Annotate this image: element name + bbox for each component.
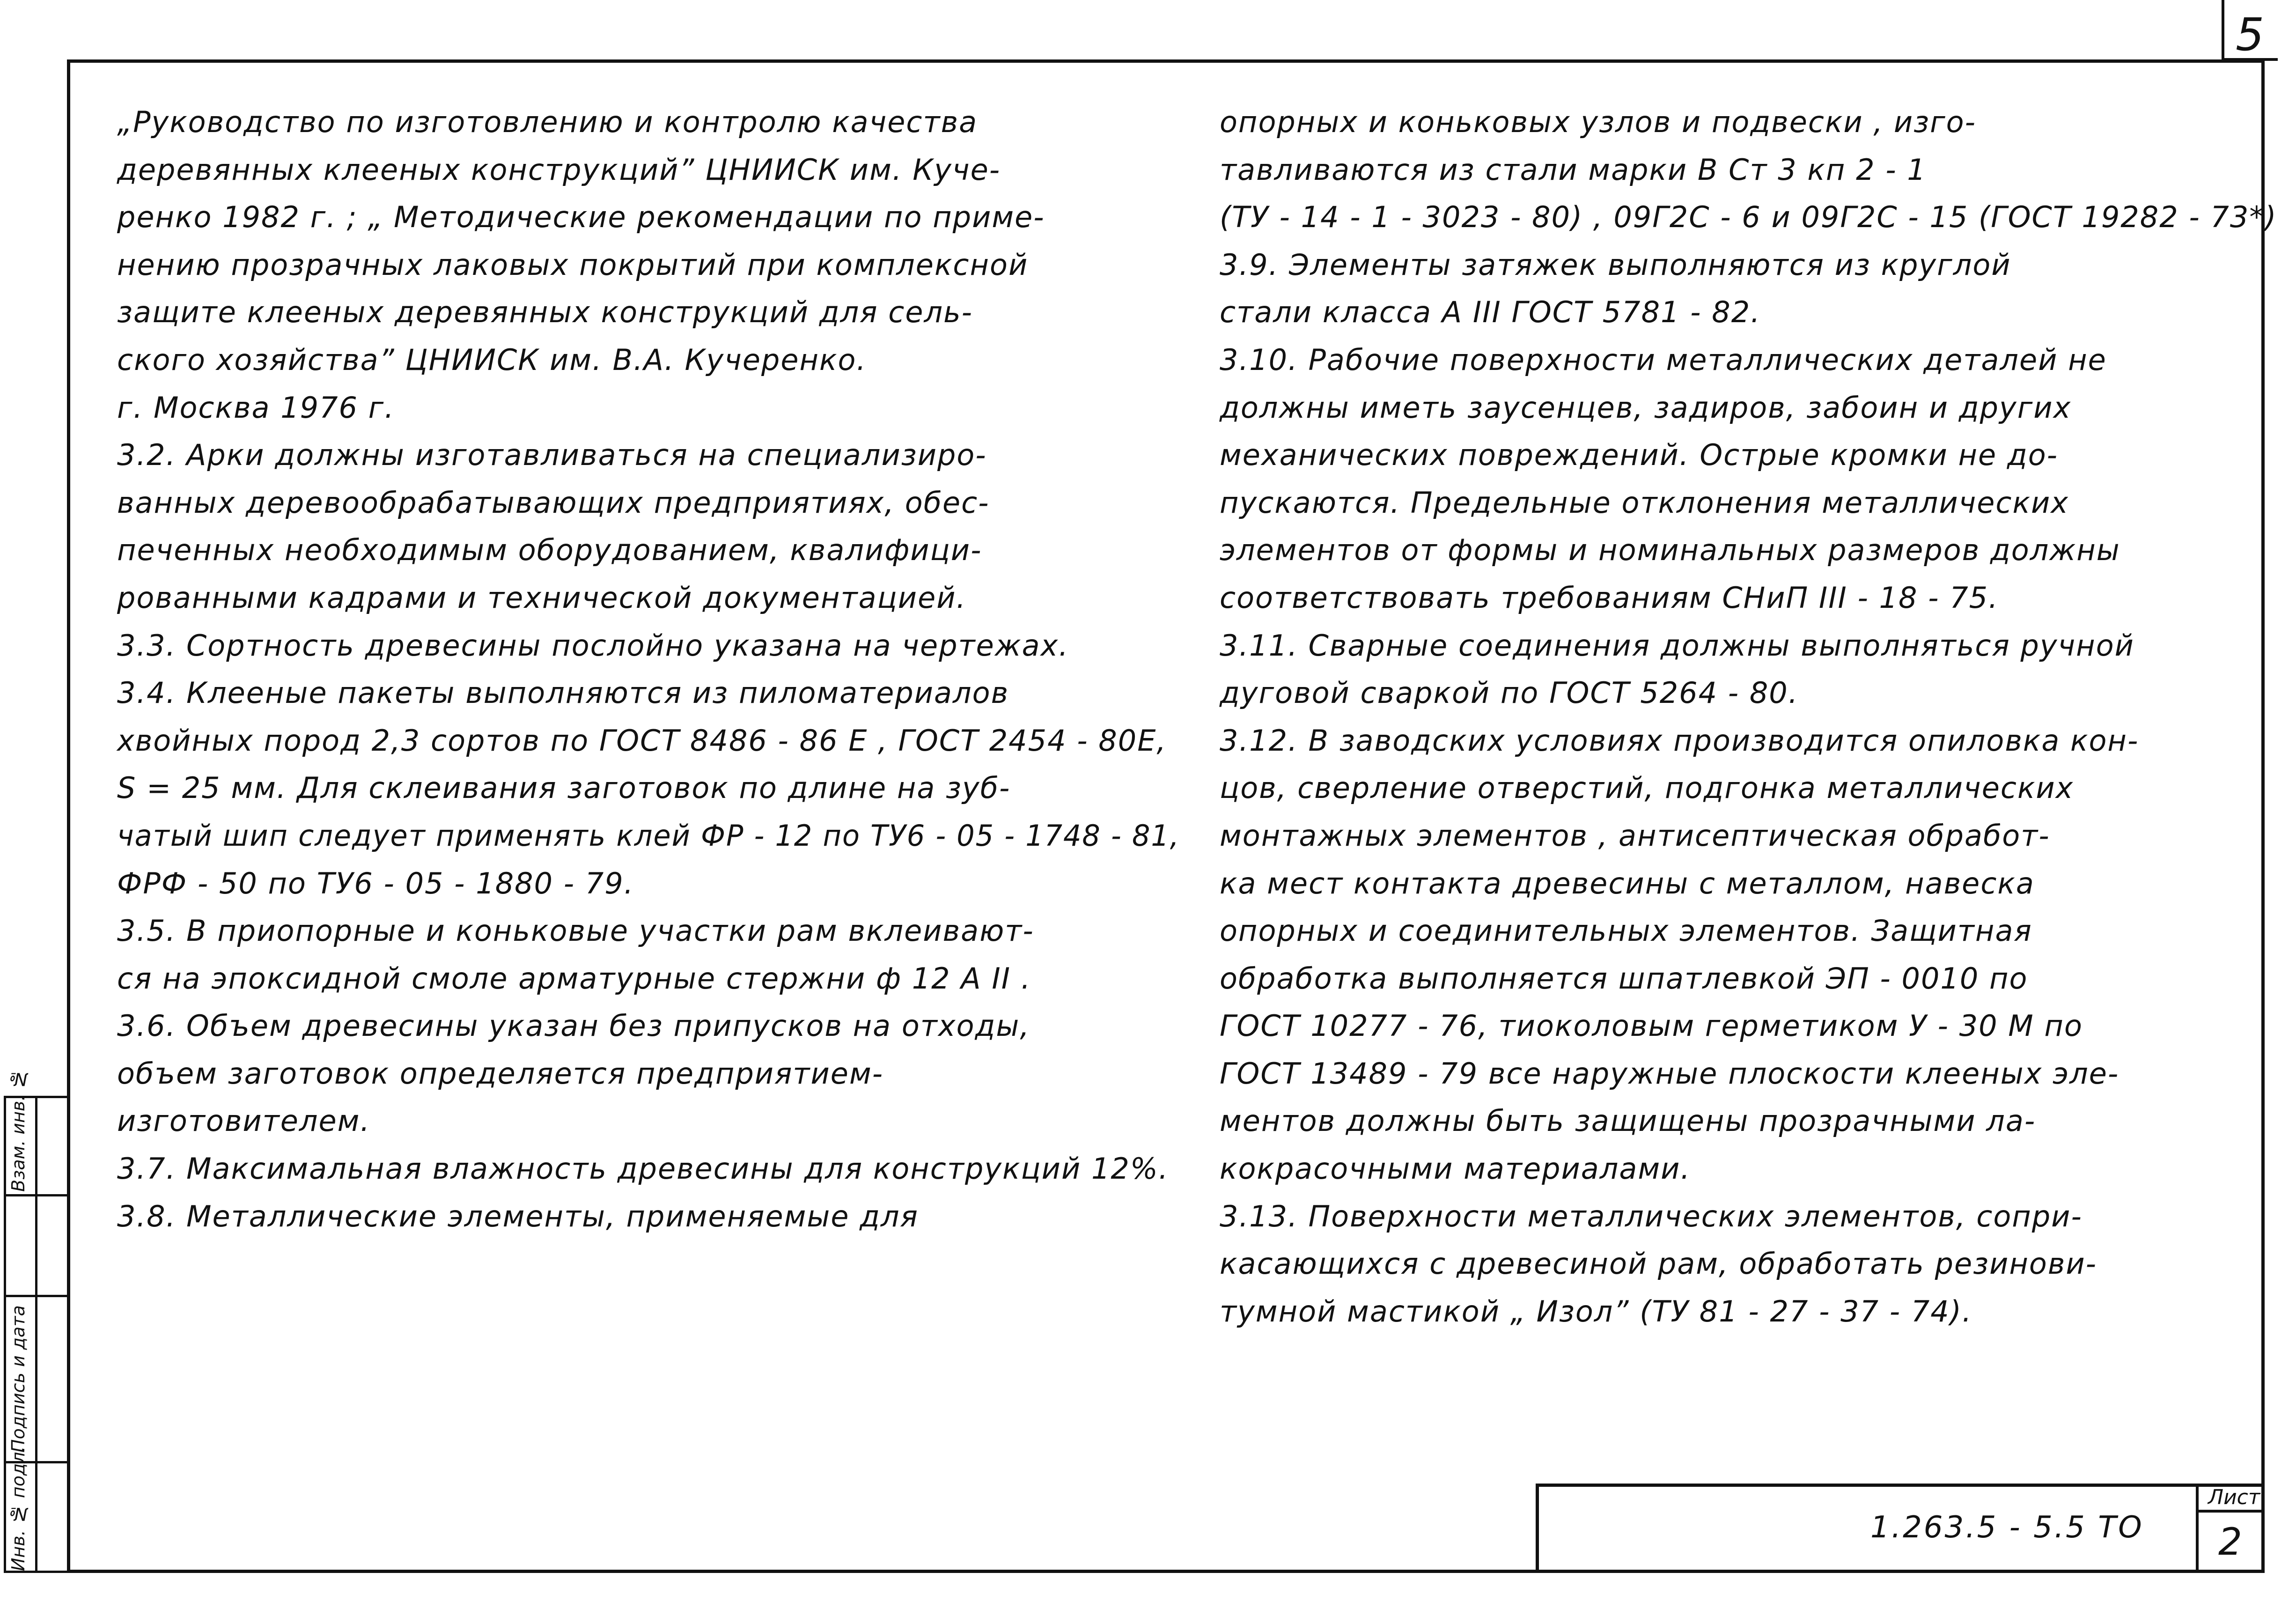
text-line: печенных необходимым оборудованием, квалифици-	[117, 533, 982, 568]
text-line: опорных и соединительных элементов. Защитная	[1220, 914, 2032, 948]
text-line: 3.12. В заводских условиях производится опиловка кон-	[1220, 723, 2139, 758]
text-line: ГОСТ 10277 - 76, тиоколовым герметиком У - 30 М по	[1220, 1009, 2083, 1043]
inventory-original-label: Инв. № подл.	[8, 1446, 29, 1571]
document-code: 1.263.5 - 5.5 ТО	[1870, 1510, 2144, 1545]
text-line: 3.8. Металлические элементы, применяемые для	[117, 1199, 919, 1233]
text-line: 3.7. Максимальная влажность древесины для конструкций 12%.	[117, 1152, 1169, 1186]
text-line: ка мест контакта древесины с металлом, навеска	[1220, 866, 2035, 901]
text-line: объем заготовок определяется предприятием-	[117, 1056, 884, 1091]
page-number: 5	[2236, 8, 2265, 61]
text-line: ся на эпоксидной смоле арматурные стержни ф 12 А II .	[117, 961, 1031, 996]
sheet-label-row	[2199, 1484, 2265, 1513]
sheet-label: Лист	[2208, 1485, 2260, 1509]
text-line: изготовителем.	[117, 1104, 371, 1138]
text-line: нению прозрачных лаковых покрытий при комплексной	[117, 247, 1029, 282]
text-line: ментов должны быть защищены прозрачными ла-	[1220, 1104, 2036, 1138]
text-line: элементов от формы и номинальных размеров должны	[1220, 533, 2120, 568]
text-line: тумной мастикой „ Изол” (ТУ 81 - 27 - 37 - 74).	[1220, 1294, 1972, 1329]
text-line: ФРФ - 50 по ТУ6 - 05 - 1880 - 79.	[117, 866, 634, 901]
text-line: ванных деревообрабатывающих предприятиях, обес-	[117, 485, 990, 520]
text-line: дуговой сваркой по ГОСТ 5264 - 80.	[1220, 676, 1799, 710]
text-line: должны иметь заусенцев, задиров, забоин и других	[1220, 390, 2072, 425]
text-line: рованными кадрами и технической документацией.	[117, 580, 967, 615]
text-line: ГОСТ 13489 - 79 все наружные плоскости клееных эле-	[1220, 1056, 2119, 1091]
text-line: 3.13. Поверхности металлических элементов, сопри-	[1220, 1199, 2083, 1233]
sheet-number-cell	[2196, 1484, 2265, 1573]
text-line: S = 25 мм. Для склеивания заготовок по длине на зуб-	[117, 771, 1011, 805]
sheet-number: 2	[2218, 1520, 2242, 1564]
text-line: 3.6. Объем древесины указан без припусков на отходы,	[117, 1009, 1030, 1043]
text-line: пускаются. Предельные отклонения металлических	[1220, 485, 2069, 520]
strip-divider	[6, 1295, 67, 1297]
text-line: деревянных клееных конструкций” ЦНИИСК им. Куче-	[117, 152, 1001, 187]
text-line: 3.3. Сортность древесины послойно указана на чертежах.	[117, 628, 1069, 663]
text-line: чатый шип следует применять клей ФР - 12 по ТУ6 - 05 - 1748 - 81,	[117, 818, 1180, 853]
left-column	[117, 98, 1180, 1240]
text-line: 3.9. Элементы затяжек выполняются из круглой	[1220, 247, 2011, 282]
text-line: „Руководство по изготовлению и контролю качества	[117, 105, 978, 139]
strip-vertical-line	[35, 1098, 37, 1571]
text-line: 3.5. В приопорные и коньковые участки рам вклеивают-	[117, 914, 1034, 948]
text-line: соответствовать требованиям СНиП III - 18 - 75.	[1220, 580, 1999, 615]
text-line: обработка выполняется шпатлевкой ЭП - 0010 по	[1220, 961, 2028, 996]
replace-inventory-label: Взам. инв. №	[8, 1069, 29, 1192]
text-line: монтажных элементов , антисептическая обработ-	[1220, 818, 2050, 853]
text-line: ренко 1982 г. ; „ Методические рекомендации по приме-	[117, 200, 1045, 235]
text-line: цов, сверление отверстий, подгонка металлических	[1220, 771, 2074, 805]
right-column	[1220, 98, 2282, 1335]
text-line: стали класса А III ГОСТ 5781 - 82.	[1220, 295, 1761, 330]
text-line: кокрасочными материалами.	[1220, 1152, 1691, 1186]
text-line: 3.2. Арки должны изготавливаться на специализиро-	[117, 438, 987, 472]
text-line: хвойных пород 2,3 сортов по ГОСТ 8486 - 86 Е , ГОСТ 2454 - 80Е,	[117, 723, 1167, 758]
strip-divider	[6, 1194, 67, 1196]
text-line: касающихся с древесиной рам, обработать резинови-	[1220, 1247, 2097, 1281]
side-stamp-strip	[4, 1069, 67, 1573]
text-line: ского хозяйства” ЦНИИСК им. В.А. Кучеренко.	[117, 342, 867, 377]
text-line: г. Москва 1976 г.	[117, 390, 395, 425]
text-line: механических повреждений. Острые кромки не до-	[1220, 438, 2059, 472]
text-line: (ТУ - 14 - 1 - 3023 - 80) , 09Г2С - 6 и 09Г2С - 15 (ГОСТ 19282 - 73*)	[1220, 200, 2277, 235]
signature-date-label: Подпись и дата	[8, 1305, 29, 1453]
text-line: опорных и коньковых узлов и подвески , изго-	[1220, 105, 1976, 139]
text-line: тавливаются из стали марки В Ст 3 кп 2 - 1	[1220, 152, 1927, 187]
text-line: 3.11. Сварные соединения должны выполняться ручной	[1220, 628, 2134, 663]
text-line: 3.10. Рабочие поверхности металлических деталей не	[1220, 342, 2107, 377]
text-line: 3.4. Клееные пакеты выполняются из пиломатериалов	[117, 676, 1009, 710]
text-line: защите клееных деревянных конструкций для сель-	[117, 295, 973, 330]
